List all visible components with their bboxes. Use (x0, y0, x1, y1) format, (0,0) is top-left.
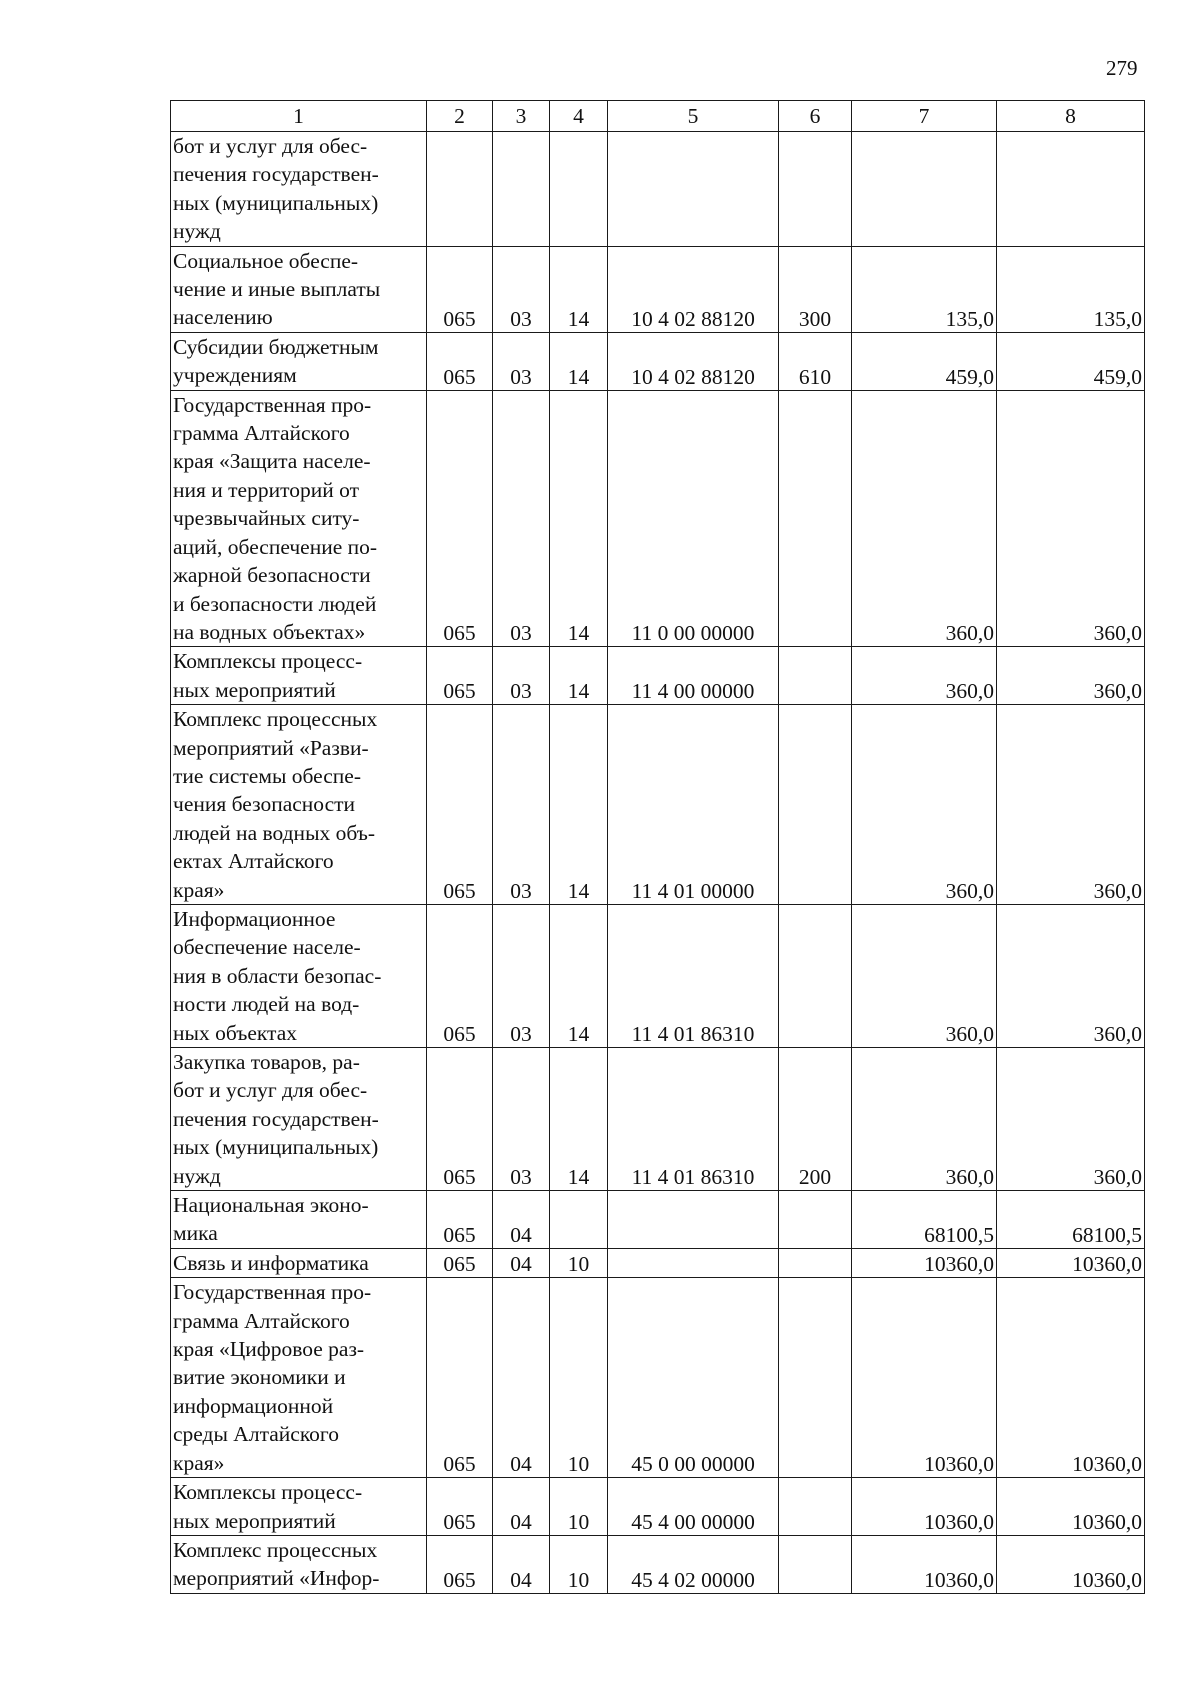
cell-amount-8: 360,0 (997, 705, 1145, 905)
cell-name: Государственная про- грамма Алтайского края «Защита населе- ния и территорий от чрезвычайных ситу- аций, обеспечение по- жарной безопасности и безопасности людей на водных объектах» (171, 390, 427, 647)
cell-target-code: 11 4 01 86310 (608, 1048, 779, 1191)
table-row (171, 332, 1145, 390)
cell-amount-8: 360,0 (997, 1048, 1145, 1191)
cell-subsection-code: 14 (550, 332, 608, 390)
cell-amount-8: 135,0 (997, 246, 1145, 332)
cell-subsection-code: 14 (550, 390, 608, 647)
cell-expense-type (779, 1278, 852, 1478)
table-row (171, 1478, 1145, 1536)
cell-target-code: 11 0 00 00000 (608, 390, 779, 647)
cell-name: Комплекс процессных мероприятий «Разви- тие системы обеспе- чения безопасности людей на водных объ- ектах Алтайского края» (171, 705, 427, 905)
cell-expense-type (779, 132, 852, 247)
cell-target-code (608, 132, 779, 247)
cell-section-code: 04 (493, 1535, 550, 1593)
table-body (171, 132, 1145, 1594)
table-row (171, 1278, 1145, 1478)
cell-section-code: 03 (493, 332, 550, 390)
cell-expense-type (779, 1248, 852, 1277)
cell-name: Комплексы процесс- ных мероприятий (171, 1478, 427, 1536)
cell-subsection-code: 10 (550, 1278, 608, 1478)
cell-amount-7: 10360,0 (852, 1478, 997, 1536)
header-row (171, 101, 1145, 132)
cell-subsection-code: 14 (550, 1048, 608, 1191)
cell-target-code (608, 1248, 779, 1277)
header-cell: 3 (493, 101, 550, 132)
cell-amount-7: 10360,0 (852, 1535, 997, 1593)
header-cell: 1 (171, 101, 427, 132)
cell-ministry-code: 065 (427, 246, 493, 332)
table-row (171, 705, 1145, 905)
page-number: 279 (1106, 56, 1138, 80)
cell-ministry-code: 065 (427, 1535, 493, 1593)
cell-amount-7: 360,0 (852, 390, 997, 647)
cell-amount-7: 10360,0 (852, 1278, 997, 1478)
header-cell: 5 (608, 101, 779, 132)
cell-ministry-code: 065 (427, 332, 493, 390)
cell-name: Субсидии бюджетным учреждениям (171, 332, 427, 390)
cell-amount-7: 360,0 (852, 1048, 997, 1191)
cell-expense-type: 610 (779, 332, 852, 390)
cell-section-code: 04 (493, 1248, 550, 1277)
cell-subsection-code (550, 1191, 608, 1249)
cell-expense-type (779, 705, 852, 905)
cell-name: Закупка товаров, ра- бот и услуг для обес- печения государствен- ных (муниципальных) нужд (171, 1048, 427, 1191)
cell-section-code: 03 (493, 390, 550, 647)
cell-amount-8 (997, 132, 1145, 247)
cell-name: бот и услуг для обес- печения государствен- ных (муниципальных) нужд (171, 132, 427, 247)
cell-subsection-code (550, 132, 608, 247)
cell-ministry-code: 065 (427, 390, 493, 647)
cell-subsection-code: 14 (550, 705, 608, 905)
cell-subsection-code: 10 (550, 1535, 608, 1593)
cell-target-code: 45 4 00 00000 (608, 1478, 779, 1536)
cell-ministry-code: 065 (427, 1478, 493, 1536)
cell-amount-7: 360,0 (852, 904, 997, 1047)
cell-amount-8: 68100,5 (997, 1191, 1145, 1249)
cell-ministry-code: 065 (427, 1278, 493, 1478)
cell-target-code: 11 4 01 86310 (608, 904, 779, 1047)
cell-section-code: 03 (493, 246, 550, 332)
cell-target-code: 10 4 02 88120 (608, 246, 779, 332)
cell-subsection-code: 14 (550, 647, 608, 705)
cell-name: Государственная про- грамма Алтайского края «Цифровое раз- витие экономики и информационной среды Алтайского края» (171, 1278, 427, 1478)
cell-target-code (608, 1191, 779, 1249)
table-row (171, 390, 1145, 647)
cell-section-code: 04 (493, 1278, 550, 1478)
cell-amount-8: 10360,0 (997, 1278, 1145, 1478)
cell-amount-8: 360,0 (997, 904, 1145, 1047)
cell-expense-type (779, 390, 852, 647)
cell-expense-type (779, 904, 852, 1047)
cell-name: Информационное обеспечение населе- ния в области безопас- ности людей на вод- ных объектах (171, 904, 427, 1047)
cell-amount-8: 10360,0 (997, 1478, 1145, 1536)
cell-target-code: 10 4 02 88120 (608, 332, 779, 390)
cell-name: Комплексы процесс- ных мероприятий (171, 647, 427, 705)
table-row (171, 132, 1145, 247)
cell-ministry-code: 065 (427, 1048, 493, 1191)
cell-section-code: 03 (493, 904, 550, 1047)
header-cell: 4 (550, 101, 608, 132)
cell-ministry-code: 065 (427, 647, 493, 705)
cell-amount-7 (852, 132, 997, 247)
cell-target-code: 45 4 02 00000 (608, 1535, 779, 1593)
cell-subsection-code: 14 (550, 904, 608, 1047)
cell-name: Национальная эконо- мика (171, 1191, 427, 1249)
cell-expense-type (779, 1478, 852, 1536)
cell-amount-7: 135,0 (852, 246, 997, 332)
cell-amount-8: 10360,0 (997, 1248, 1145, 1277)
cell-expense-type (779, 1535, 852, 1593)
cell-amount-7: 459,0 (852, 332, 997, 390)
cell-amount-7: 360,0 (852, 647, 997, 705)
cell-expense-type: 200 (779, 1048, 852, 1191)
cell-expense-type: 300 (779, 246, 852, 332)
cell-amount-8: 360,0 (997, 390, 1145, 647)
cell-ministry-code (427, 132, 493, 247)
cell-name: Комплекс процессных мероприятий «Инфор- (171, 1535, 427, 1593)
header-cell: 2 (427, 101, 493, 132)
header-cell: 8 (997, 101, 1145, 132)
cell-subsection-code: 14 (550, 246, 608, 332)
cell-name: Связь и информатика (171, 1248, 427, 1277)
cell-expense-type (779, 647, 852, 705)
table-row (171, 1535, 1145, 1593)
table-row (171, 246, 1145, 332)
cell-section-code (493, 132, 550, 247)
table-row (171, 1248, 1145, 1277)
cell-section-code: 04 (493, 1191, 550, 1249)
cell-ministry-code: 065 (427, 705, 493, 905)
cell-amount-8: 360,0 (997, 647, 1145, 705)
cell-target-code: 11 4 00 00000 (608, 647, 779, 705)
cell-ministry-code: 065 (427, 1248, 493, 1277)
table-row (171, 1048, 1145, 1191)
cell-amount-8: 459,0 (997, 332, 1145, 390)
cell-amount-8: 10360,0 (997, 1535, 1145, 1593)
cell-subsection-code: 10 (550, 1478, 608, 1536)
cell-ministry-code: 065 (427, 904, 493, 1047)
cell-expense-type (779, 1191, 852, 1249)
cell-subsection-code: 10 (550, 1248, 608, 1277)
cell-section-code: 03 (493, 1048, 550, 1191)
cell-section-code: 04 (493, 1478, 550, 1536)
cell-amount-7: 360,0 (852, 705, 997, 905)
header-cell: 7 (852, 101, 997, 132)
header-cell: 6 (779, 101, 852, 132)
cell-section-code: 03 (493, 705, 550, 905)
table-row (171, 1191, 1145, 1249)
cell-amount-7: 10360,0 (852, 1248, 997, 1277)
table-row (171, 904, 1145, 1047)
cell-target-code: 11 4 01 00000 (608, 705, 779, 905)
cell-ministry-code: 065 (427, 1191, 493, 1249)
budget-table (170, 100, 1145, 1594)
cell-target-code: 45 0 00 00000 (608, 1278, 779, 1478)
cell-amount-7: 68100,5 (852, 1191, 997, 1249)
table-row (171, 647, 1145, 705)
cell-section-code: 03 (493, 647, 550, 705)
cell-name: Социальное обеспе- чение и иные выплаты населению (171, 246, 427, 332)
